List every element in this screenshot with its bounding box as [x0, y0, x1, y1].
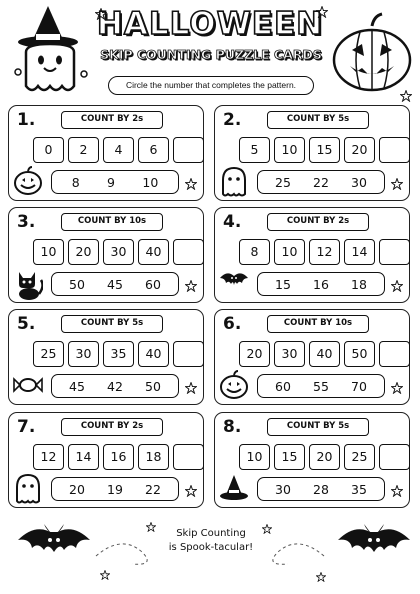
- answer-box[interactable]: [379, 444, 410, 470]
- sequence-box: 18: [138, 444, 169, 470]
- sequence-box: 4: [103, 137, 134, 163]
- star-icon: [185, 485, 197, 497]
- answer-box[interactable]: [173, 239, 204, 265]
- answer-choices: [51, 272, 179, 296]
- puzzle-card: [8, 207, 204, 303]
- star-icon: [391, 382, 403, 394]
- sequence-box: 20: [309, 444, 340, 470]
- pumpkin-icon: [13, 166, 43, 198]
- puzzle-card: [8, 105, 204, 201]
- answer-choice[interactable]: 30: [275, 481, 291, 497]
- star-icon: [391, 280, 403, 292]
- card-number: 5.: [17, 314, 36, 334]
- ghost-with-hat-icon: [12, 2, 92, 98]
- sequence-box: 15: [309, 137, 340, 163]
- answer-box[interactable]: [173, 137, 204, 163]
- count-by-label: COUNT BY 10s: [267, 315, 369, 333]
- star-icon: [391, 178, 403, 190]
- count-by-label: COUNT BY 10s: [61, 213, 163, 231]
- puzzle-card: [214, 207, 410, 303]
- sequence-box: 15: [274, 444, 305, 470]
- star-icon: [400, 90, 412, 102]
- sequence-row: [239, 341, 410, 367]
- card-number: 8.: [223, 417, 242, 437]
- sequence-box: 12: [309, 239, 340, 265]
- sequence-row: [239, 137, 410, 163]
- answer-choice[interactable]: 25: [275, 174, 291, 190]
- sequence-box: 10: [239, 444, 270, 470]
- card-number: 4.: [223, 212, 242, 232]
- sequence-box: 20: [344, 137, 375, 163]
- answer-choice[interactable]: 70: [351, 378, 367, 394]
- bat-icon: [16, 522, 92, 572]
- sequence-box: 6: [138, 137, 169, 163]
- star-icon: [262, 524, 272, 534]
- star-icon: [185, 280, 197, 292]
- bat-icon: [219, 268, 249, 300]
- answer-choices: [51, 170, 179, 194]
- sequence-box: 35: [103, 341, 134, 367]
- sequence-row: [33, 239, 204, 265]
- footer-message: [163, 527, 259, 555]
- answer-choice[interactable]: 42: [107, 378, 123, 394]
- answer-choice[interactable]: 60: [275, 378, 291, 394]
- sequence-box: 10: [274, 239, 305, 265]
- sequence-box: 40: [138, 341, 169, 367]
- puzzle-card: [8, 309, 204, 405]
- star-icon: [185, 382, 197, 394]
- answer-box[interactable]: [379, 341, 410, 367]
- answer-choice[interactable]: 45: [69, 378, 85, 394]
- star-icon: [316, 6, 328, 18]
- answer-box[interactable]: [173, 341, 204, 367]
- sequence-row: [33, 137, 204, 163]
- star-icon: [146, 522, 156, 532]
- answer-choice[interactable]: 8: [71, 174, 80, 190]
- bat-icon: [336, 522, 412, 572]
- sequence-box: 0: [33, 137, 64, 163]
- sequence-box: 25: [344, 444, 375, 470]
- card-number: 1.: [17, 110, 36, 130]
- answer-choice[interactable]: 19: [107, 481, 123, 497]
- sequence-row: [239, 239, 410, 265]
- sequence-box: 50: [344, 341, 375, 367]
- answer-choices: [257, 374, 385, 398]
- answer-box[interactable]: [379, 239, 410, 265]
- card-number: 6.: [223, 314, 242, 334]
- star-icon: [95, 8, 107, 20]
- answer-choice[interactable]: 15: [275, 276, 291, 292]
- answer-choice[interactable]: 20: [69, 481, 85, 497]
- star-icon: [185, 178, 197, 190]
- sequence-box: 12: [33, 444, 64, 470]
- ghost-icon: [219, 166, 249, 198]
- sequence-box: 2: [68, 137, 99, 163]
- sequence-box: 16: [103, 444, 134, 470]
- answer-choice[interactable]: 22: [145, 481, 161, 497]
- page-title: HALLOWEEN: [96, 6, 324, 42]
- count-by-label: COUNT BY 5s: [267, 418, 369, 436]
- answer-box[interactable]: [379, 137, 410, 163]
- answer-choice[interactable]: 28: [313, 481, 329, 497]
- puzzle-card: [214, 309, 410, 405]
- puzzle-card: [8, 412, 204, 508]
- sequence-box: 14: [68, 444, 99, 470]
- sequence-box: 10: [33, 239, 64, 265]
- count-by-label: COUNT BY 2s: [61, 418, 163, 436]
- jack-o-lantern-icon: [330, 10, 414, 94]
- card-number: 3.: [17, 212, 36, 232]
- answer-choice[interactable]: 30: [351, 174, 367, 190]
- sequence-box: 20: [239, 341, 270, 367]
- answer-choice[interactable]: 22: [313, 174, 329, 190]
- sequence-box: 25: [33, 341, 64, 367]
- answer-box[interactable]: [173, 444, 204, 470]
- answer-choices: [257, 170, 385, 194]
- answer-choice[interactable]: 16: [313, 276, 329, 292]
- footer-line-1: Skip Counting: [176, 528, 246, 539]
- count-by-label: COUNT BY 2s: [61, 111, 163, 129]
- witch-hat-icon: [219, 473, 249, 505]
- page-subtitle: SKIP COUNTING PUZZLE CARDS: [100, 47, 322, 62]
- black-cat-icon: [13, 268, 43, 300]
- answer-choice[interactable]: 35: [351, 481, 367, 497]
- count-by-label: COUNT BY 5s: [267, 111, 369, 129]
- count-by-label: COUNT BY 5s: [61, 315, 163, 333]
- sequence-box: 14: [344, 239, 375, 265]
- star-icon: [391, 485, 403, 497]
- answer-choice[interactable]: 60: [145, 276, 161, 292]
- card-number: 7.: [17, 417, 36, 437]
- sequence-box: 8: [239, 239, 270, 265]
- answer-choice[interactable]: 9: [107, 174, 115, 190]
- sequence-row: [33, 341, 204, 367]
- header: [0, 0, 420, 104]
- answer-choices: [257, 272, 385, 296]
- answer-choice[interactable]: 45: [107, 276, 123, 292]
- count-by-label: COUNT BY 2s: [267, 213, 369, 231]
- instruction-text: Circle the number that completes the pattern.: [108, 76, 314, 95]
- star-icon: [316, 572, 326, 582]
- sequence-box: 40: [309, 341, 340, 367]
- sequence-box: 5: [239, 137, 270, 163]
- answer-choice[interactable]: 50: [69, 276, 85, 292]
- card-number: 2.: [223, 110, 242, 130]
- sequence-box: 30: [68, 341, 99, 367]
- sequence-box: 30: [274, 341, 305, 367]
- candy-icon: [13, 370, 43, 402]
- puzzle-card: [214, 105, 410, 201]
- sequence-row: [239, 444, 410, 470]
- sequence-box: 30: [103, 239, 134, 265]
- pumpkin-icon: [219, 370, 249, 402]
- answer-choice[interactable]: 55: [313, 378, 329, 394]
- ghost-icon: [13, 473, 43, 505]
- puzzle-card: [214, 412, 410, 508]
- answer-choice[interactable]: 18: [351, 276, 367, 292]
- sequence-row: [33, 444, 204, 470]
- sequence-box: 40: [138, 239, 169, 265]
- answer-choice[interactable]: 50: [145, 378, 161, 394]
- answer-choice[interactable]: 10: [142, 174, 159, 190]
- answer-choices: [257, 477, 385, 501]
- answer-choices: [51, 374, 179, 398]
- star-icon: [100, 570, 110, 580]
- footer-line-2: is Spook-tacular!: [168, 542, 254, 553]
- answer-choices: [51, 477, 179, 501]
- sequence-box: 10: [274, 137, 305, 163]
- sequence-box: 20: [68, 239, 99, 265]
